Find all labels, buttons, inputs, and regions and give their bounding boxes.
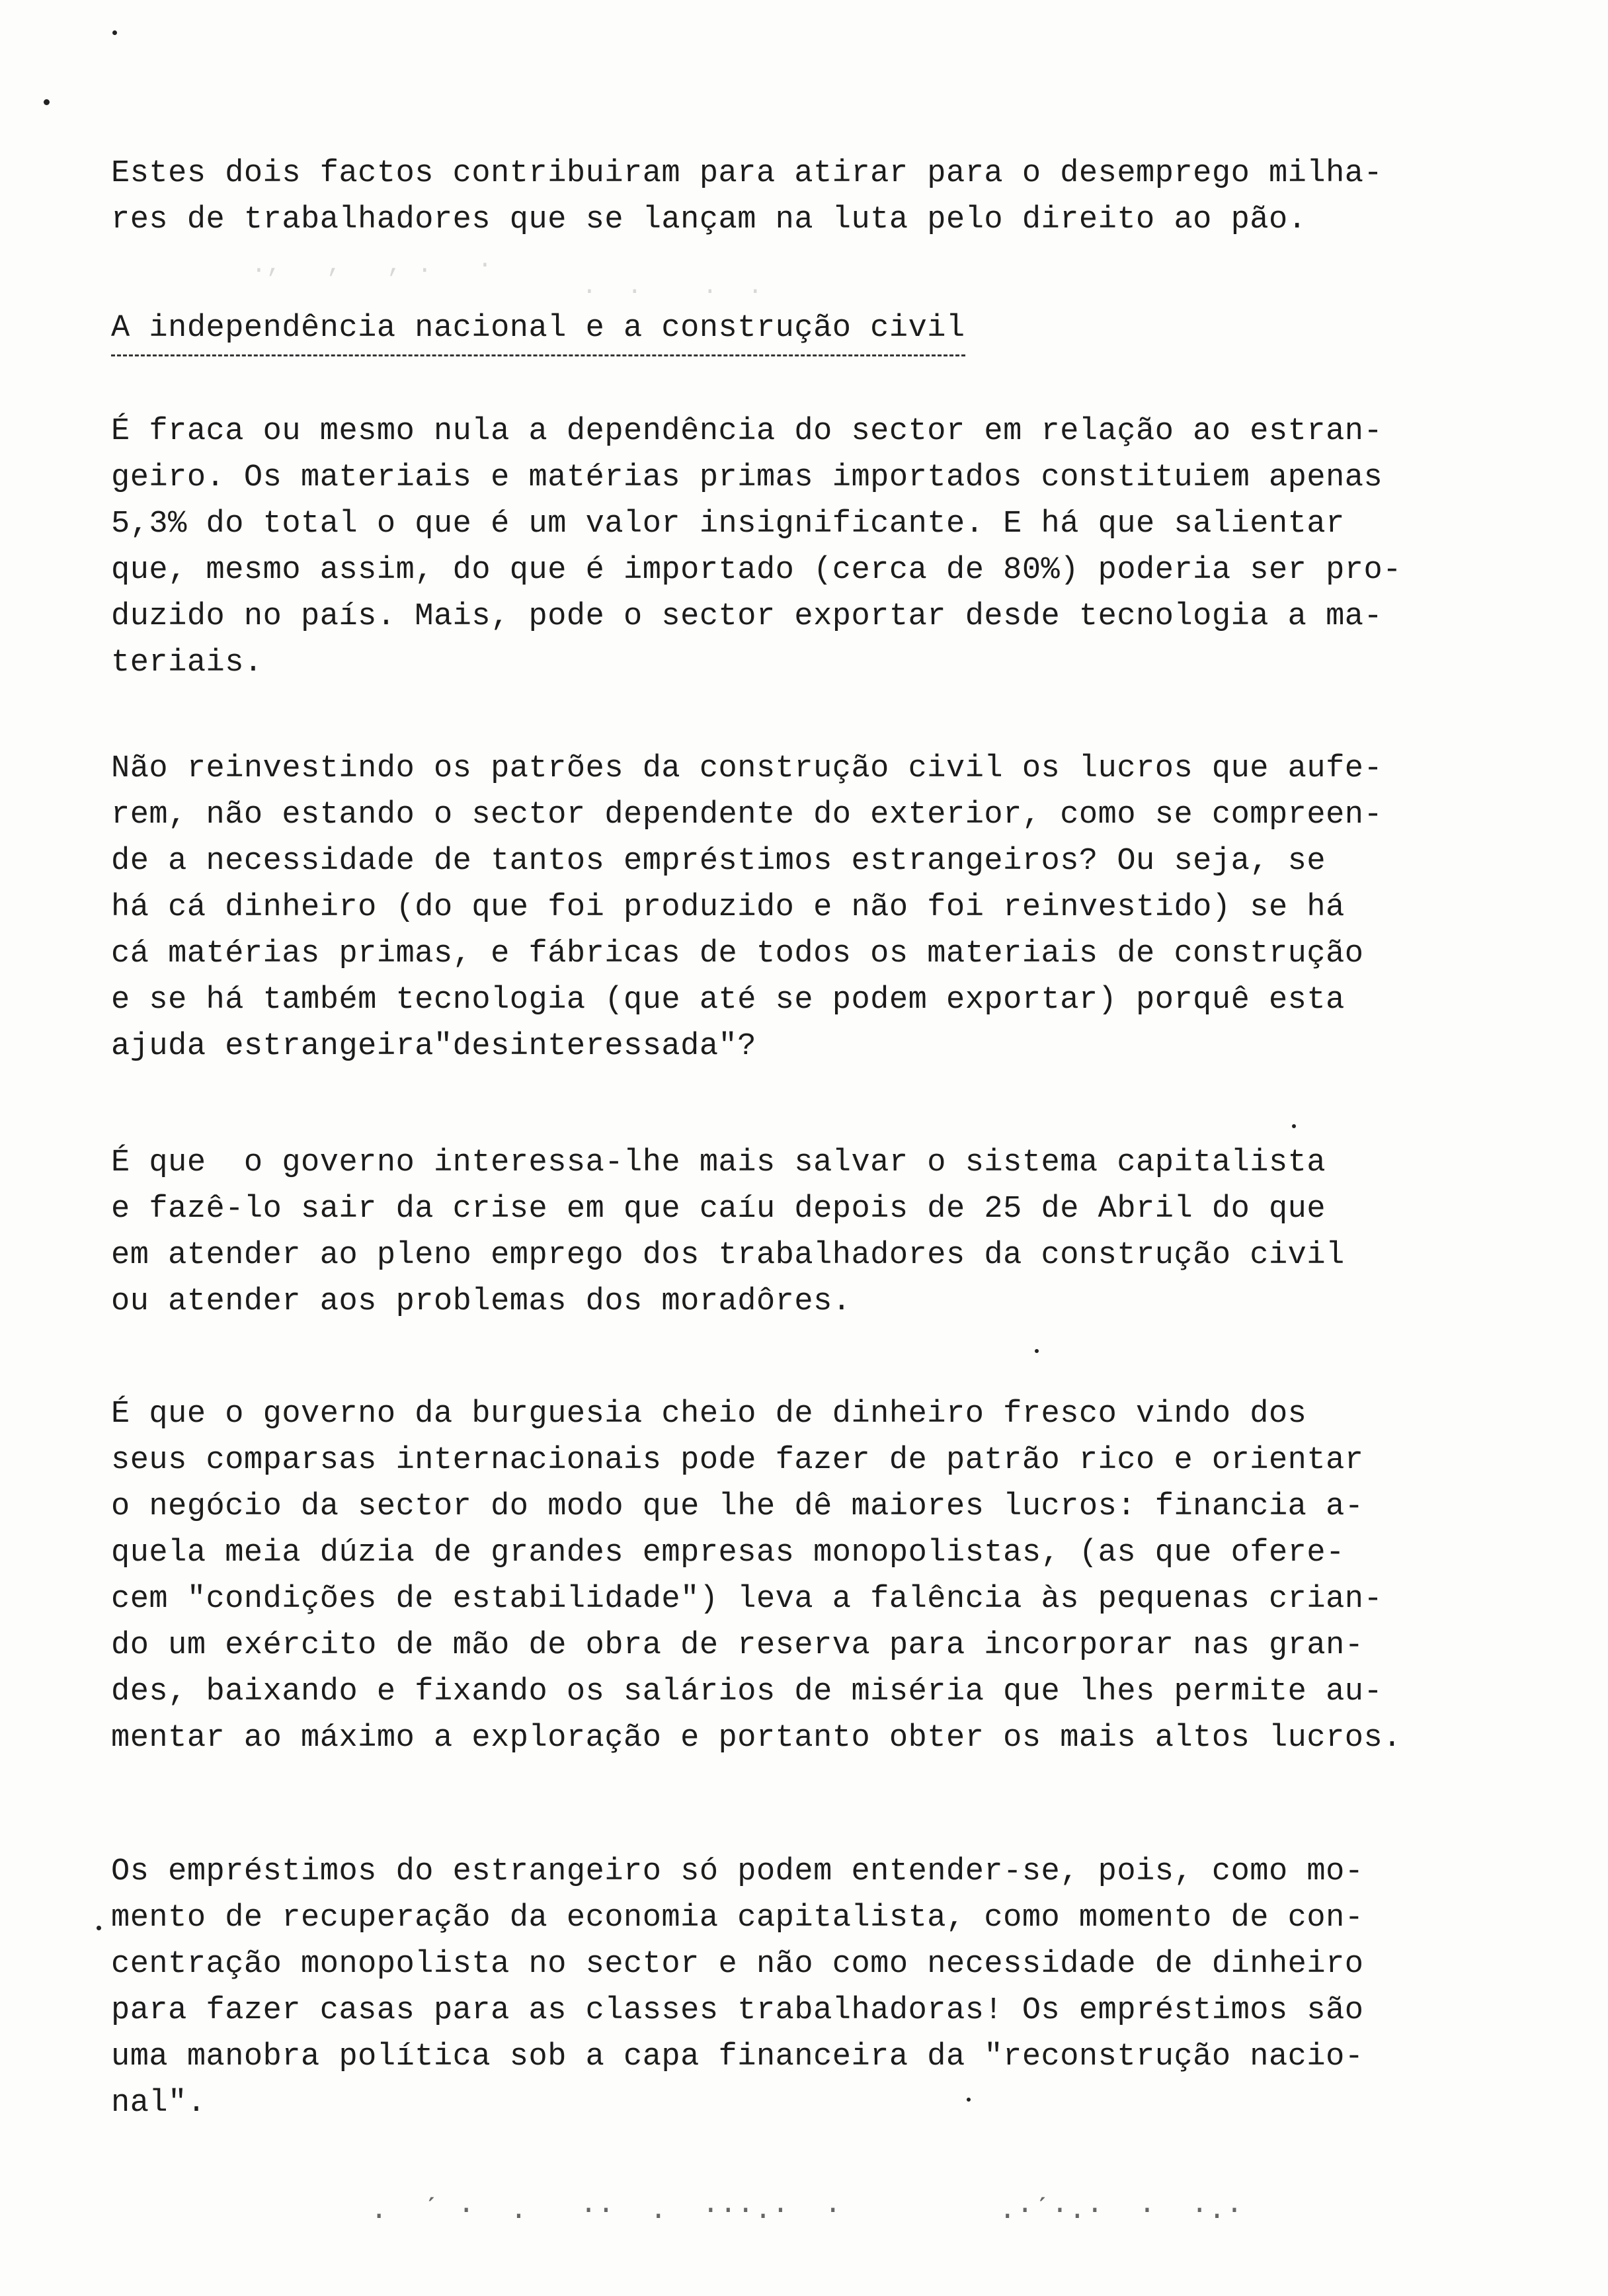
text-line: e se há também tecnologia (que até se podem exportar) porquê esta xyxy=(111,983,1345,1018)
text-line: É fraca ou mesmo nula a dependência do sector em relação ao estran- xyxy=(111,414,1383,449)
text-line: teriais. xyxy=(111,645,263,680)
illegible-bottom-marks: . ˊ · . ·· . ···.· · .·ˊ·.· · ·.· xyxy=(370,2194,1244,2227)
text-line: centração monopolista no sector e não como necessidade de dinheiro xyxy=(111,1947,1364,1982)
text-line: Não reinvestindo os patrões da construção civil os lucros que aufe- xyxy=(111,751,1383,786)
scan-speck xyxy=(112,30,117,35)
paragraph-1 xyxy=(111,409,1519,686)
text-line: nal". xyxy=(111,2086,206,2121)
text-line: que, mesmo assim, do que é importado (cerca de 80%) poderia ser pro- xyxy=(111,553,1402,588)
paragraph-2 xyxy=(111,746,1519,1070)
text-line: geiro. Os materiais e matérias primas importados constituiem apenas xyxy=(111,460,1383,495)
text-line: de a necessidade de tantos empréstimos estrangeiros? Ou seja, se xyxy=(111,844,1326,879)
paragraph-3 xyxy=(111,1140,1519,1325)
text-line: É que o governo da burguesia cheio de dinheiro fresco vindo dos xyxy=(111,1397,1307,1432)
text-line: Estes dois factos contribuiram para atirar para o desemprego milha- xyxy=(111,156,1383,191)
text-line: des, baixando e fixando os salários de miséria que lhes permite au- xyxy=(111,1674,1383,1709)
text-line: ou atender aos problemas dos moradôres. xyxy=(111,1284,852,1319)
text-line: há cá dinheiro (do que foi produzido e não foi reinvestido) se há xyxy=(111,890,1345,925)
text-line: cá matérias primas, e fábricas de todos os materiais de construção xyxy=(111,936,1364,971)
text-line: Os empréstimos do estrangeiro só podem entender-se, pois, como mo- xyxy=(111,1854,1364,1889)
text-line: em atender ao pleno emprego dos trabalhadores da construção civil xyxy=(111,1238,1345,1273)
text-line: ajuda estrangeira"desinteressada"? xyxy=(111,1029,756,1064)
text-line: mento de recuperação da economia capitalista, como momento de con- xyxy=(111,1901,1364,1936)
bleed-through-text: ., , , . · xyxy=(251,251,493,280)
scan-speck xyxy=(44,99,50,105)
text-line: mentar ao máximo a exploração e portanto obter os mais altos lucros. xyxy=(111,1721,1402,1756)
text-line: duzido no país. Mais, pode o sector exportar desde tecnologia a ma- xyxy=(111,599,1383,634)
scan-speck xyxy=(97,1926,101,1930)
section-heading: A independência nacional e a construção civil xyxy=(111,306,965,356)
text-line: rem, não estando o sector dependente do exterior, como se compreen- xyxy=(111,798,1383,833)
text-line: 5,3% do total o que é um valor insignificante. E há que salientar xyxy=(111,507,1345,542)
scan-speck xyxy=(1292,1124,1296,1128)
text-line: o negócio da sector do modo que lhe dê maiores lucros: financia a- xyxy=(111,1489,1364,1524)
text-line: para fazer casas para as classes trabalhadoras! Os empréstimos são xyxy=(111,1993,1364,2028)
text-line: seus comparsas internacionais pode fazer de patrão rico e orientar xyxy=(111,1443,1364,1478)
text-line: cem "condições de estabilidade") leva a falência às pequenas crian- xyxy=(111,1582,1383,1617)
paragraph-4 xyxy=(111,1391,1519,1762)
bleed-through-text: · · · · xyxy=(582,278,763,306)
text-line: do um exército de mão de obra de reserva para incorporar nas gran- xyxy=(111,1628,1364,1663)
text-line: É que o governo interessa-lhe mais salvar o sistema capitalista xyxy=(111,1145,1326,1180)
text-line: e fazê-lo sair da crise em que caíu depois de 25 de Abril do que xyxy=(111,1192,1326,1227)
scan-speck xyxy=(1035,1349,1039,1353)
text-line: uma manobra política sob a capa financeira da "reconstrução nacio- xyxy=(111,2039,1364,2074)
text-line: quela meia dúzia de grandes empresas monopolistas, (as que ofere- xyxy=(111,1536,1345,1571)
text-line: res de trabalhadores que se lançam na luta pelo direito ao pão. xyxy=(111,202,1307,237)
intro-paragraph xyxy=(111,151,1519,243)
paragraph-5 xyxy=(111,1849,1519,2127)
